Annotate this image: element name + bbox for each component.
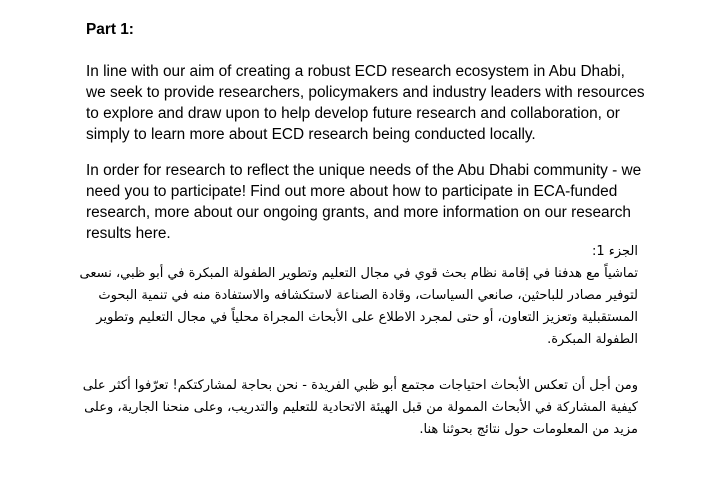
english-paragraph-1: In line with our aim of creating a robust ECD research ecosystem in Abu Dhabi, we seek to provide researchers, policymakers and industry leaders with resources to explore and draw upon to help develop future research and collaboration, or simply to learn more about ECD research being conducted locally. bbox=[86, 63, 645, 143]
english-heading: Part 1: bbox=[86, 21, 134, 38]
arabic-paragraph-1: تماشياً مع هدفنا في إقامة نظام بحث قوي في مجال التعليم وتطوير الطفولة المبكرة في أبو ظبي، نسعى لتوفير مصادر للباحثين، صانعي السياسات، وقادة الصناعة لاستكشافه والاستفادة منه في تنمية البحوث المستقبلية وتعزيز التعاون، أو حتى لمجرد الاطلاع على الأبحاث المجراة محلياً في مجال التعليم وتطوير الطفولة المبكرة. bbox=[79, 266, 638, 347]
arabic-paragraph-2: ومن أجل أن تعكس الأبحاث احتياجات مجتمع أبو ظبي الفريدة - نحن بحاجة لمشاركتكم! تعرّفوا أكثر على كيفية المشاركة في الأبحاث الممولة من قبل الهيئة الاتحادية للتعليم والتدريب، وعلى منحنا الجارية، وعلى مزيد من المعلومات حول نتائج بحوثنا هنا. bbox=[82, 378, 638, 437]
english-paragraph-2: In order for research to reflect the unique needs of the Abu Dhabi community - we need you to participate! Find out more about how to participate in ECA-funded research, more about our ongoing grants, and more information on our research results here. bbox=[86, 162, 642, 242]
arabic-heading: الجزء 1: bbox=[591, 244, 638, 259]
